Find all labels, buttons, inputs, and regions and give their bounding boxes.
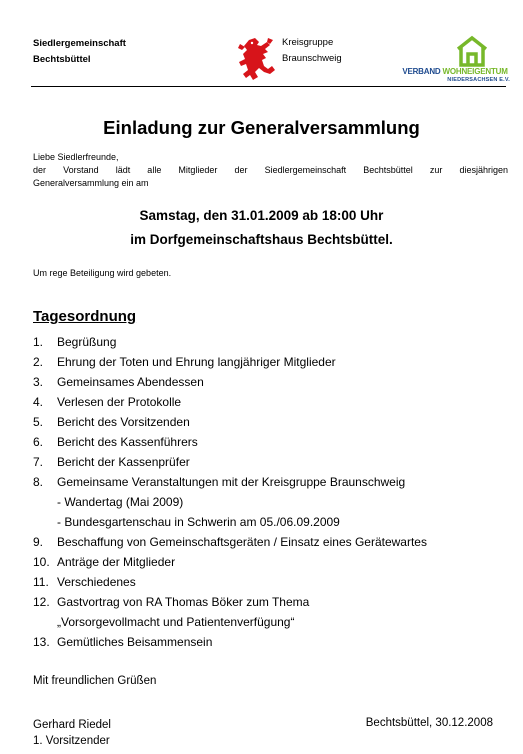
- agenda-item: 12. Gastvortrag von RA Thomas Böker zum Thema: [33, 595, 310, 609]
- agenda-item: 13. Gemütliches Beisammensein: [33, 635, 213, 649]
- agenda-item: 7. Bericht der Kassenprüfer: [33, 455, 190, 469]
- agenda-item: 9. Beschaffung von Gemeinschaftsgeräten / Einsatz eines Gerätewartes: [33, 535, 427, 549]
- org-name-line2: Bechtsbüttel: [33, 54, 91, 65]
- closing-greeting: Mit freundlichen Grüßen: [33, 675, 157, 687]
- event-date: Samstag, den 31.01.2009 ab 18:00 Uhr: [139, 208, 384, 223]
- intro-line2: Generalversammlung ein am: [33, 178, 149, 188]
- wohneigentum-word: WOHNEIGENTUM: [442, 67, 508, 76]
- agenda-item: 4. Verlesen der Protokolle: [33, 395, 182, 409]
- signer-name: Gerhard Riedel: [33, 719, 111, 731]
- group-name-line1: Kreisgruppe: [282, 37, 334, 48]
- green-house-outline-icon: [455, 35, 489, 67]
- header-divider: [31, 86, 506, 87]
- place-date: Bechtsbüttel, 30.12.2008: [365, 717, 493, 729]
- page-title: Einladung zur Generalversammlung: [103, 117, 420, 138]
- agenda-item: 11. Verschiedenes: [33, 575, 136, 589]
- participation-note: Um rege Beteiligung wird gebeten.: [33, 268, 172, 278]
- agenda-item: 1. Begrüßung: [33, 335, 117, 349]
- agenda-subitem: „Vorsorgevollmacht und Patientenverfügung“: [57, 615, 295, 629]
- verband-wordmark: [400, 67, 510, 76]
- intro-line1: der Vorstand lädt alle Mitglieder der Siedlergemeinschaft Bechtsbüttel zur diesjährigen: [33, 165, 508, 175]
- agenda-list: [33, 332, 427, 652]
- signature-block: [33, 717, 111, 749]
- agenda-item: 3. Gemeinsames Abendessen: [33, 375, 204, 389]
- group-name: [282, 35, 342, 67]
- agenda-item: 8. Gemeinsame Veranstaltungen mit der Kreisgruppe Braunschweig: [33, 475, 406, 489]
- agenda-heading: Tagesordnung: [33, 308, 137, 325]
- agenda-subitem: - Bundesgartenschau in Schwerin am 05./06.09.2009: [57, 515, 340, 529]
- org-name: [33, 36, 126, 68]
- red-rampant-lion-icon: [237, 36, 277, 82]
- intro-text: [33, 151, 508, 190]
- agenda-item: 6. Bericht des Kassenführers: [33, 435, 198, 449]
- agenda-subitem: - Wandertag (Mai 2009): [57, 495, 184, 509]
- verband-subtitle: NIEDERSACHSEN E.V.: [447, 77, 510, 83]
- signer-role: 1. Vorsitzender: [33, 735, 110, 747]
- group-name-line2: Braunschweig: [282, 53, 342, 64]
- agenda-item: 2. Ehrung der Toten und Ehrung langjähriger Mitglieder: [33, 355, 336, 369]
- agenda-item: 10. Anträge der Mitglieder: [33, 555, 176, 569]
- verband-word: VERBAND: [402, 67, 443, 76]
- salutation: Liebe Siedlerfreunde,: [33, 152, 119, 162]
- agenda-item: 5. Bericht des Vorsitzenden: [33, 415, 190, 429]
- verband-logo-text: [400, 67, 510, 83]
- org-name-line1: Siedlergemeinschaft: [33, 38, 126, 49]
- event-place: im Dorfgemeinschaftshaus Bechtsbüttel.: [130, 232, 393, 247]
